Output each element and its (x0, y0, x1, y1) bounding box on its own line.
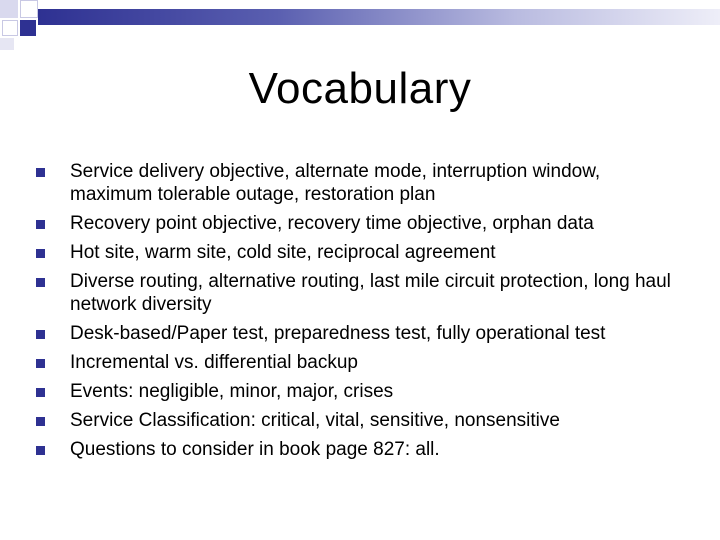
square-bullet-icon (36, 330, 45, 339)
bullet-text: Questions to consider in book page 827: all. (70, 439, 440, 460)
square-bullet-icon (36, 278, 45, 287)
decorative-square (0, 0, 18, 18)
bullet-item (36, 409, 686, 432)
bullet-text: Events: negligible, minor, major, crises (70, 381, 394, 402)
bullet-text: Hot site, warm site, cold site, reciprocal agreement (70, 242, 496, 263)
decorative-square (20, 20, 36, 36)
bullet-item (36, 241, 686, 264)
square-bullet-icon (36, 388, 45, 397)
header-gradient-bar (38, 9, 720, 25)
bullet-item (36, 160, 686, 206)
bullet-item (36, 380, 686, 403)
square-bullet-icon (36, 359, 45, 368)
decorative-square (20, 0, 38, 18)
bullet-item (36, 270, 686, 316)
slide-title: Vocabulary (248, 64, 472, 113)
bullet-text: Incremental vs. differential backup (70, 352, 358, 373)
bullet-text: Diverse routing, alternative routing, last mile circuit protection, long haul network diversity (70, 271, 671, 315)
bullet-text: Desk-based/Paper test, preparedness test, fully operational test (70, 323, 606, 344)
square-bullet-icon (36, 168, 45, 177)
bullet-item (36, 212, 686, 235)
bullet-item (36, 351, 686, 374)
decorative-square (0, 38, 14, 50)
bullet-item (36, 322, 686, 345)
bullet-list (36, 160, 686, 467)
bullet-text: Service Classification: critical, vital, sensitive, nonsensitive (70, 410, 560, 431)
square-bullet-icon (36, 220, 45, 229)
bullet-text: Service delivery objective, alternate mode, interruption window, maximum tolerable outage, restoration plan (70, 161, 601, 205)
square-bullet-icon (36, 249, 45, 258)
bullet-text: Recovery point objective, recovery time objective, orphan data (70, 213, 594, 234)
square-bullet-icon (36, 446, 45, 455)
decorative-square (2, 20, 18, 36)
bullet-item (36, 438, 686, 461)
square-bullet-icon (36, 417, 45, 426)
